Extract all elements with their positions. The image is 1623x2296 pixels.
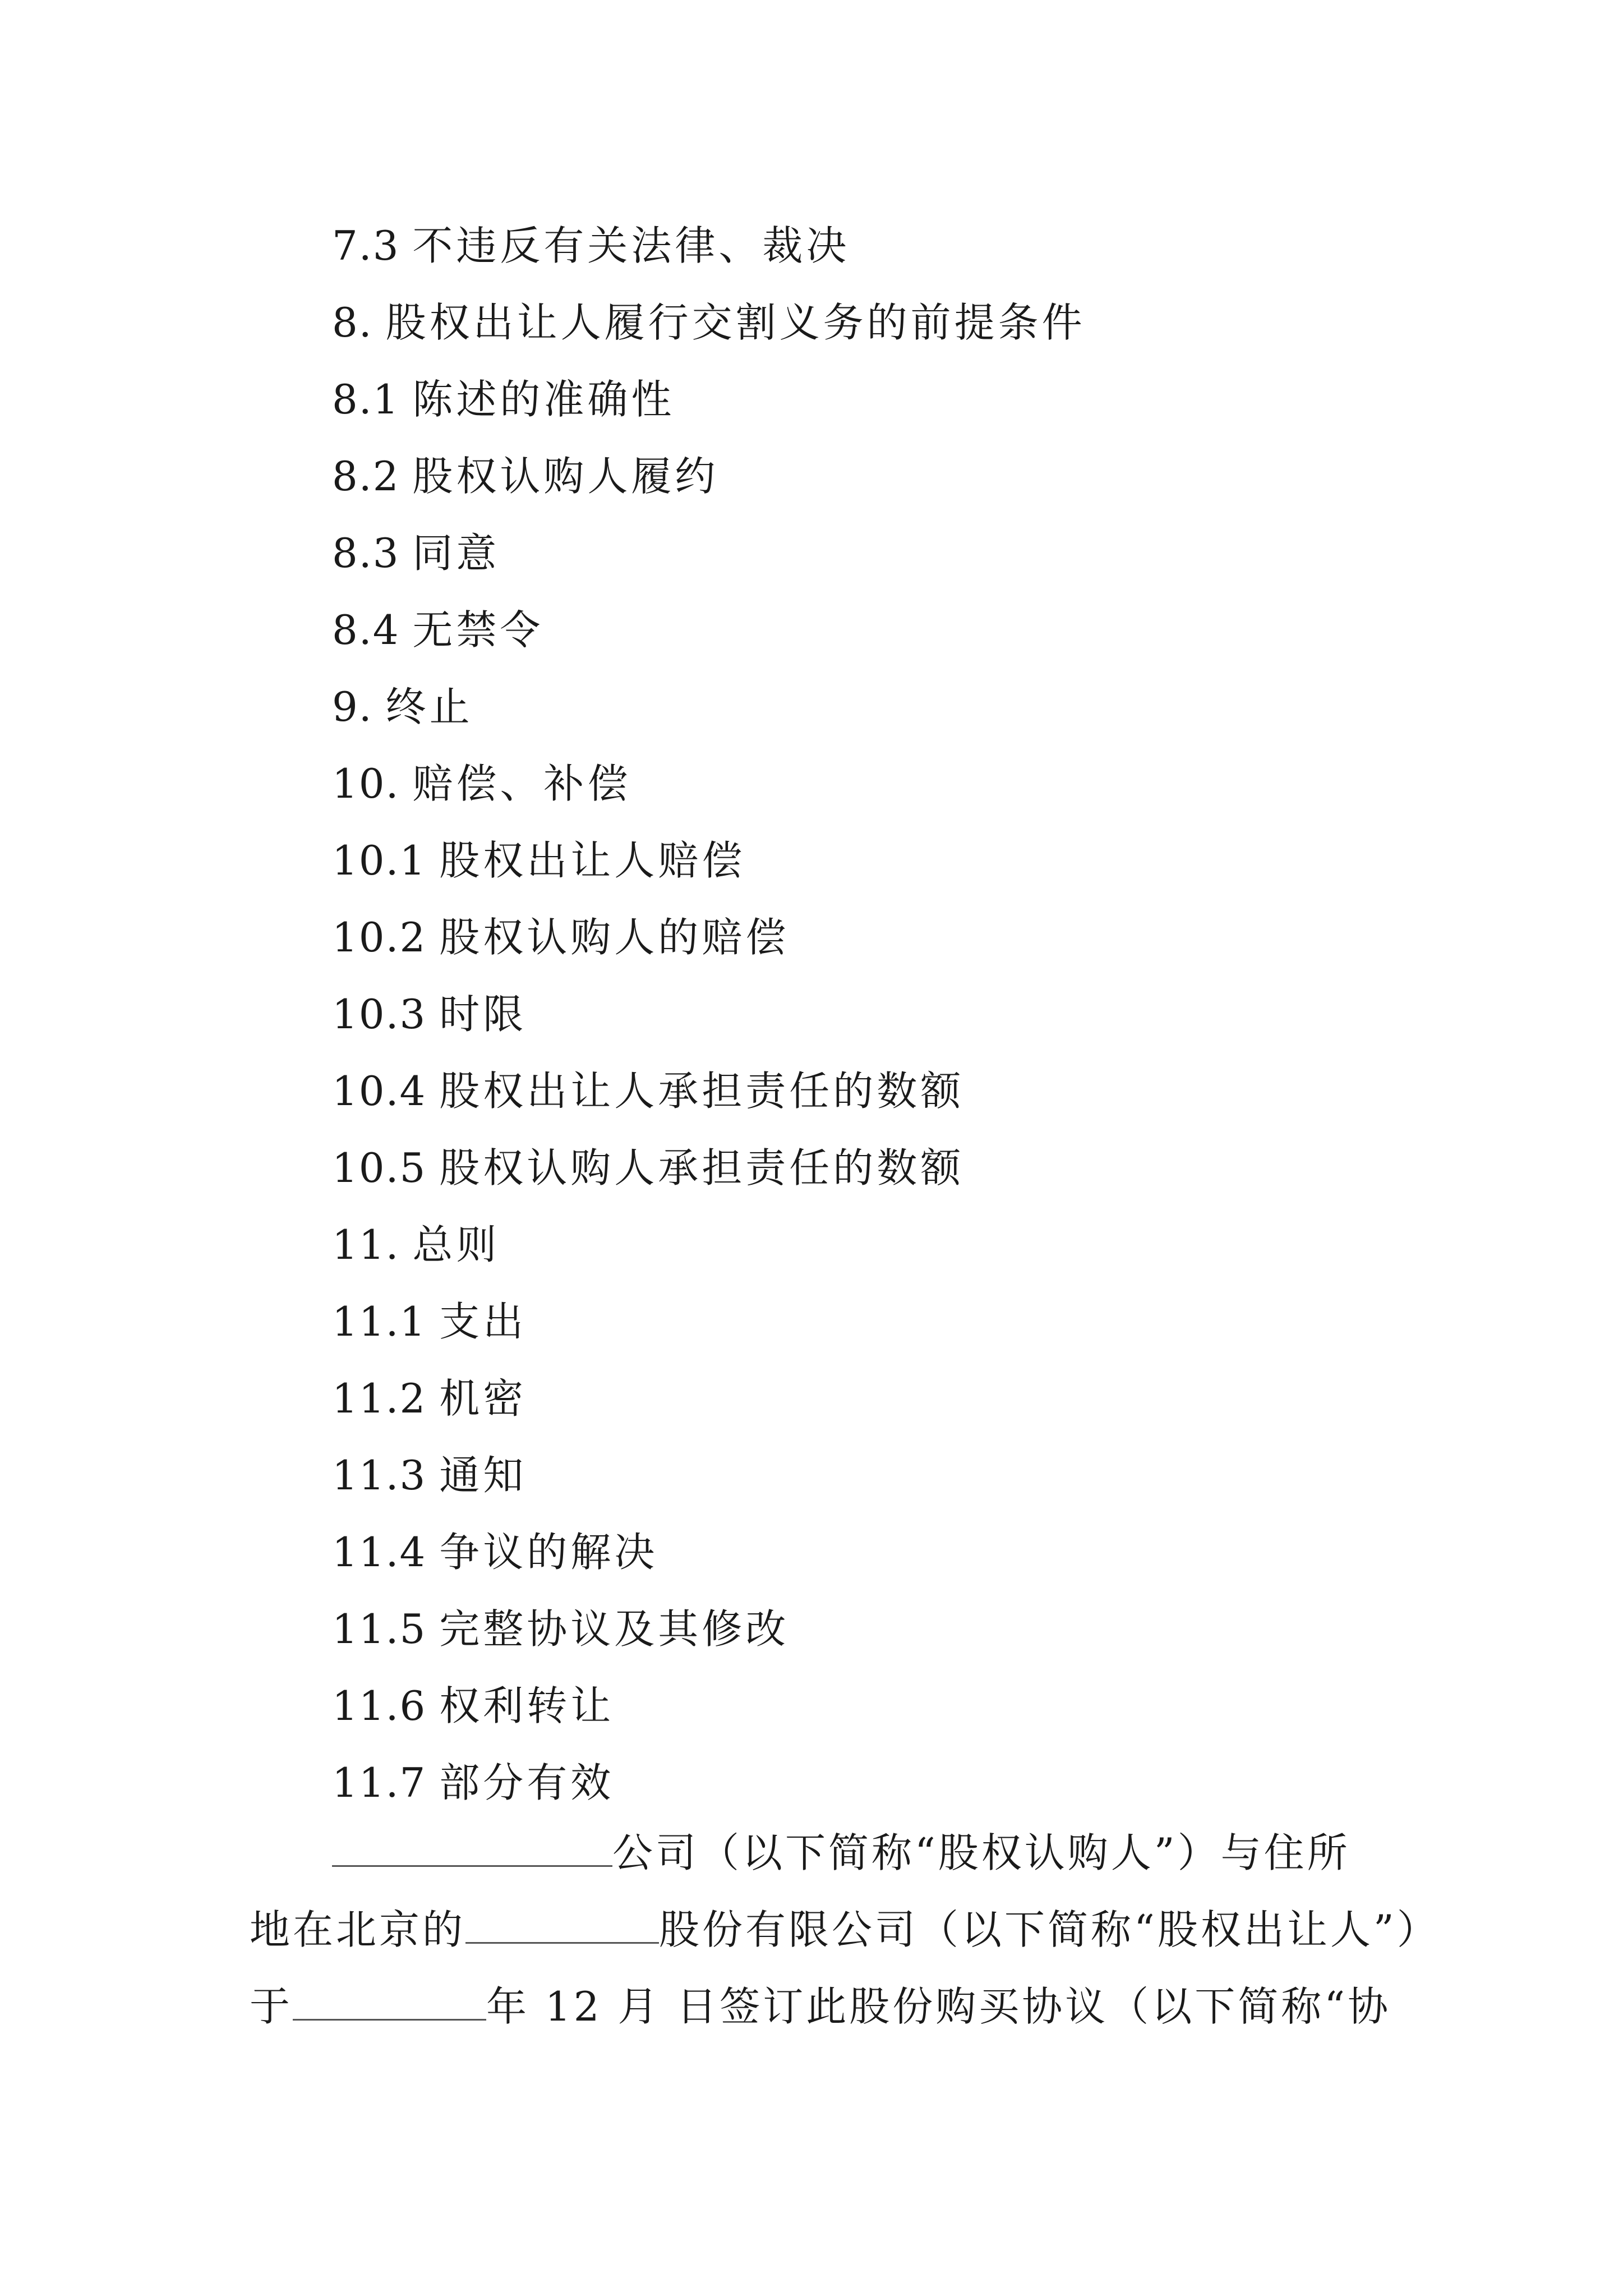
toc-label: 支出 [439, 1298, 527, 1345]
toc-label: 同意 [412, 530, 500, 577]
toc-number: 7.3 [332, 222, 400, 269]
paragraph-line [250, 1968, 1394, 2045]
toc-label: 完整协议及其修改 [439, 1605, 790, 1653]
toc-item [332, 1745, 1086, 1821]
paragraph-text: 年 12 月 日签订此股份购买协议（以下简称“协 [486, 1983, 1391, 2030]
toc-number: 9. [332, 683, 373, 730]
toc-label: 通知 [439, 1452, 527, 1499]
toc-item [332, 1437, 1086, 1514]
toc-item [332, 284, 1086, 361]
toc-label: 机密 [439, 1375, 527, 1422]
toc-label: 终止 [385, 683, 473, 730]
toc-item [332, 899, 1086, 976]
toc-item [332, 208, 1086, 284]
toc-label: 陈述的准确性 [412, 376, 675, 423]
toc-item [332, 1360, 1086, 1437]
fill-in-blank-company [332, 1832, 612, 1867]
paragraph-line [250, 1815, 1394, 1892]
fill-in-blank-year [293, 1985, 486, 2021]
table-of-contents [332, 208, 1086, 1821]
toc-label: 股权出让人承担责任的数额 [439, 1068, 965, 1115]
toc-number: 11.2 [332, 1375, 427, 1422]
toc-number: 8.1 [332, 376, 400, 423]
toc-number: 11.7 [332, 1759, 427, 1806]
toc-item [332, 822, 1086, 899]
toc-number: 11.3 [332, 1452, 427, 1499]
toc-number: 11.4 [332, 1529, 427, 1576]
toc-label: 部分有效 [439, 1759, 615, 1806]
toc-number: 11.5 [332, 1605, 427, 1653]
toc-item [332, 1130, 1086, 1207]
toc-item [332, 669, 1086, 746]
toc-label: 股权认购人履约 [412, 453, 719, 500]
toc-number: 10.5 [332, 1144, 427, 1191]
toc-label: 权利转让 [439, 1682, 615, 1729]
toc-item [332, 1668, 1086, 1745]
toc-item [332, 361, 1086, 438]
toc-label: 股权认购人承担责任的数额 [439, 1144, 965, 1191]
toc-item [332, 746, 1086, 822]
toc-number: 8.4 [332, 606, 400, 654]
toc-number: 10.3 [332, 991, 427, 1038]
toc-item [332, 1283, 1086, 1360]
toc-number: 8.2 [332, 453, 400, 500]
toc-number: 10.2 [332, 914, 427, 961]
toc-number: 8. [332, 299, 373, 346]
toc-label: 股权出让人赔偿 [439, 837, 746, 884]
paragraph-text: 于 [250, 1983, 293, 2030]
toc-item [332, 1207, 1086, 1283]
toc-label: 不违反有关法律、裁决 [412, 222, 850, 269]
toc-label: 无禁令 [412, 606, 544, 654]
toc-item [332, 515, 1086, 592]
toc-number: 8.3 [332, 530, 400, 577]
toc-label: 股权出让人履行交割义务的前提条件 [385, 299, 1086, 346]
toc-label: 争议的解决 [439, 1529, 658, 1576]
toc-number: 11.6 [332, 1682, 427, 1729]
toc-number: 11.1 [332, 1298, 427, 1345]
paragraph-text: 公司（以下简称“股权认购人”）与住所 [612, 1829, 1350, 1876]
toc-item [332, 1053, 1086, 1130]
paragraph-text: 地在北京的 [250, 1906, 466, 1953]
toc-label: 总则 [412, 1221, 500, 1268]
toc-item [332, 1591, 1086, 1668]
toc-label: 时限 [439, 991, 527, 1038]
toc-number: 10.1 [332, 837, 427, 884]
toc-label: 赔偿、补偿 [412, 760, 631, 807]
paragraph-line [250, 1892, 1440, 1968]
fill-in-blank-seller [465, 1908, 659, 1944]
toc-item [332, 438, 1086, 515]
toc-item [332, 976, 1086, 1053]
toc-label: 股权认购人的赔偿 [439, 914, 790, 961]
toc-number: 10.4 [332, 1068, 427, 1115]
toc-number: 10. [332, 760, 400, 807]
toc-number: 11. [332, 1221, 400, 1268]
toc-item [332, 1514, 1086, 1591]
paragraph-text: 股份有限公司（以下简称“股权出让人”） [659, 1906, 1440, 1953]
toc-item [332, 592, 1086, 669]
agreement-intro-paragraph [250, 1815, 1440, 2045]
